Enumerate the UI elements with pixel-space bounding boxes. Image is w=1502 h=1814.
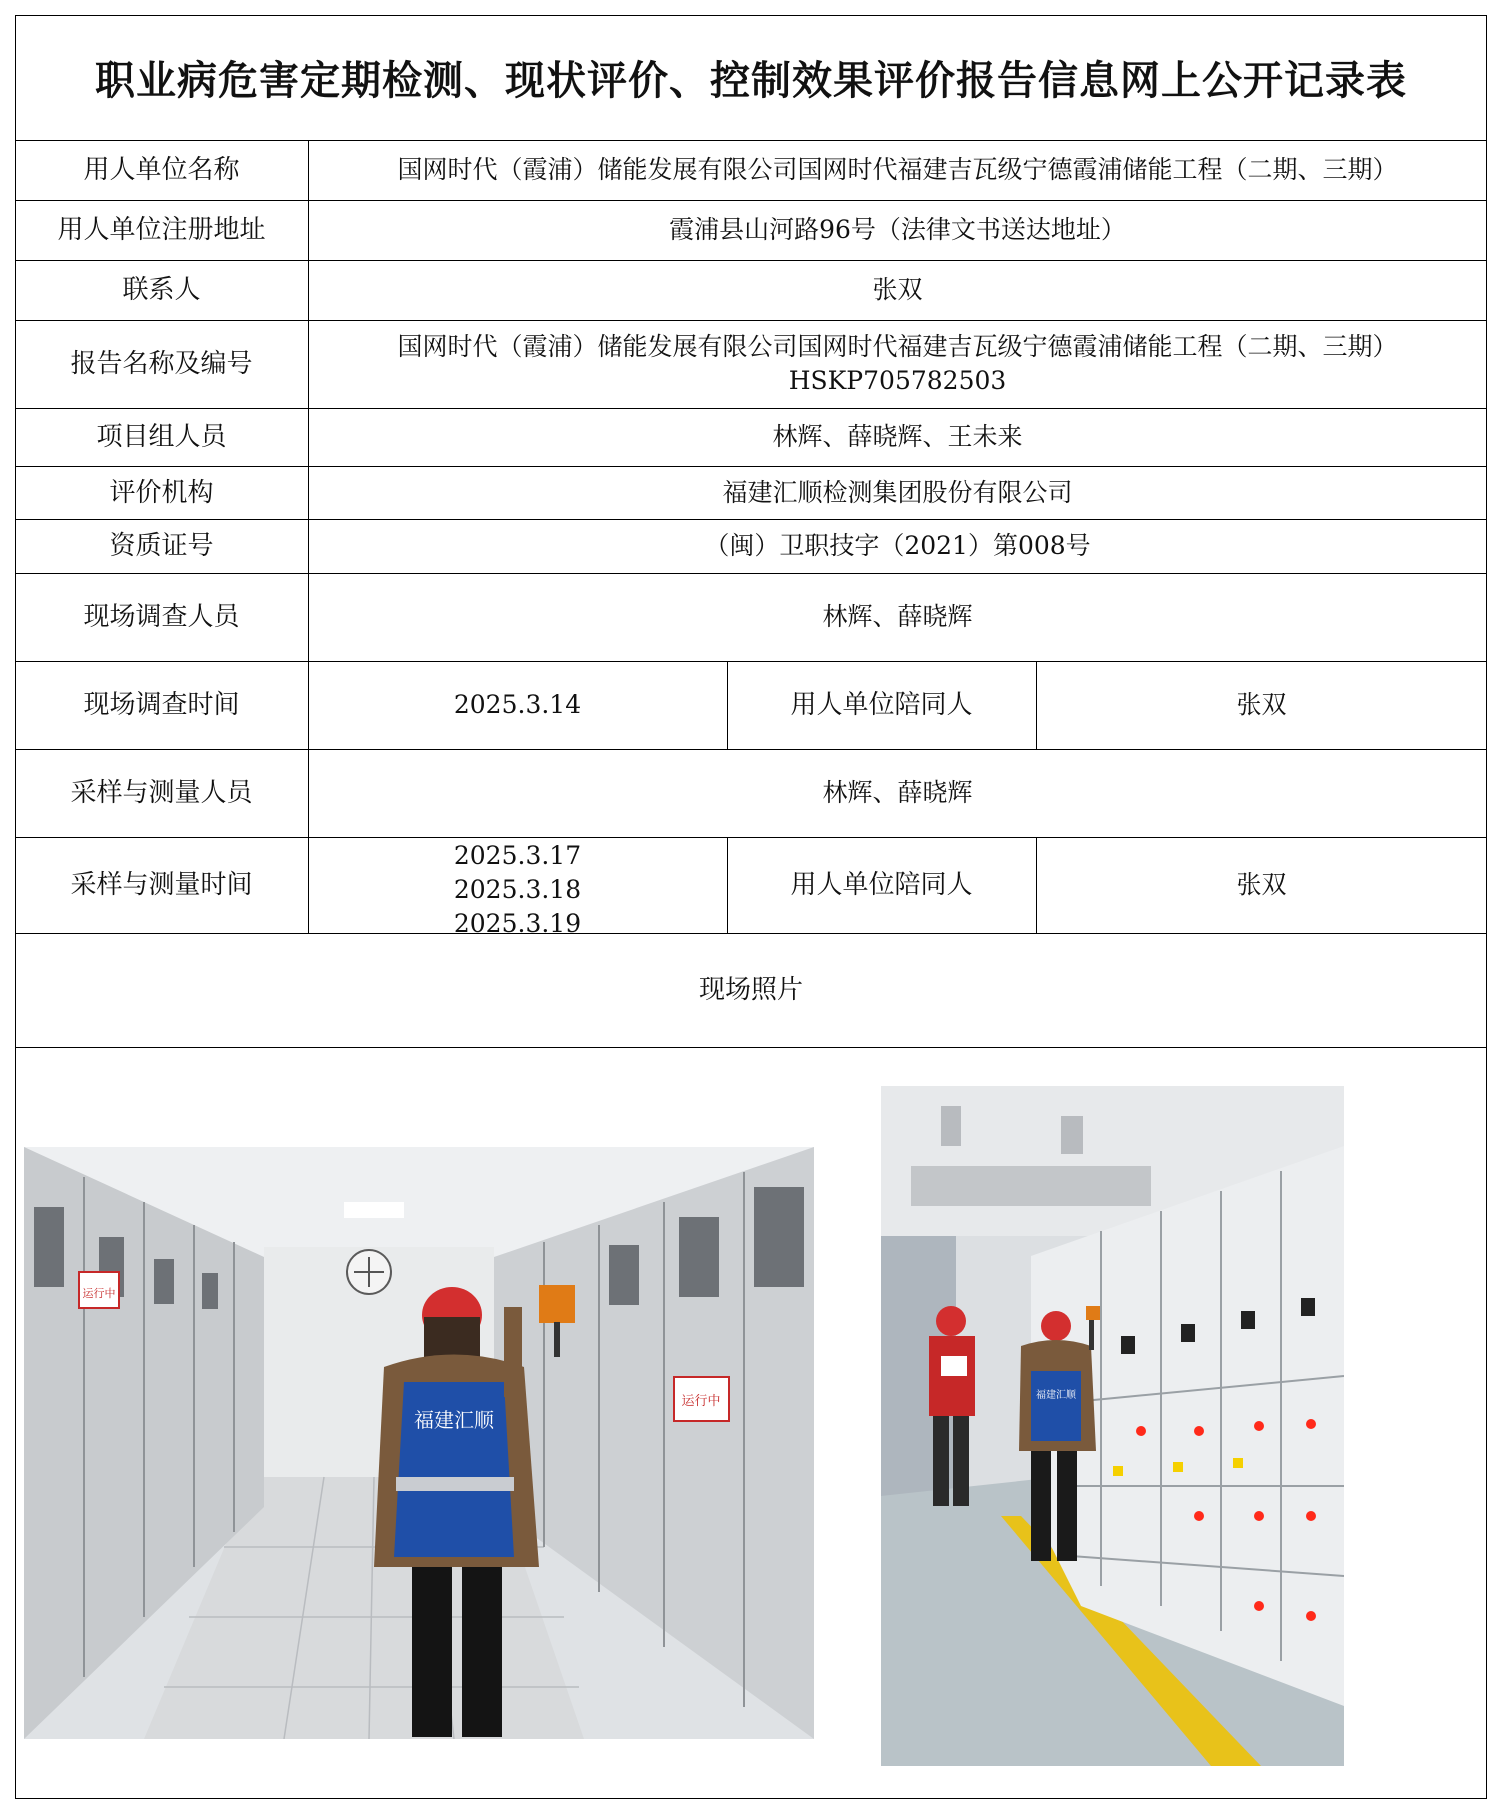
survey-staff-value: 林辉、薛晓辉 (822, 602, 973, 631)
report-number: HSKP705782503 (788, 366, 1007, 395)
sampling-date: 2025.3.17 (453, 841, 582, 870)
contact-value: 张双 (872, 275, 923, 304)
site-photo-switchgear-room (881, 1086, 1344, 1766)
site-photo-cabinet-aisle (24, 1147, 814, 1739)
report-value (308, 320, 1487, 408)
employer-name-value: 国网时代（霞浦）储能发展有限公司国网时代福建吉瓦级宁德霞浦储能工程（二期、三期） (397, 155, 1398, 184)
page-title: 职业病危害定期检测、现状评价、控制效果评价报告信息网上公开记录表 (95, 58, 1407, 104)
sampling-companion-label: 用人单位陪同人 (790, 870, 973, 900)
address-value: 霞浦县山河路96号（法律文书送达地址） (669, 215, 1126, 244)
sampling-date: 2025.3.18 (453, 875, 582, 904)
agency-value: 福建汇顺检测集团股份有限公司 (722, 477, 1073, 507)
sampling-staff-label: 采样与测量人员 (70, 778, 253, 808)
sampling-time-label: 采样与测量时间 (70, 870, 253, 900)
run-sign-left: 运行中 (82, 1287, 116, 1300)
employer-name-label: 用人单位名称 (83, 155, 240, 185)
report-label: 报告名称及编号 (70, 349, 253, 379)
sampling-time-value (308, 837, 727, 935)
sampling-companion-value: 张双 (1236, 870, 1287, 899)
sampling-staff-value: 林辉、薛晓辉 (822, 778, 973, 807)
run-sign-right: 运行中 (681, 1394, 721, 1409)
contact-label: 联系人 (122, 275, 201, 305)
report-name: 国网时代（霞浦）储能发展有限公司国网时代福建吉瓦级宁德霞浦储能工程（二期、三期） (397, 332, 1398, 361)
vest-logo-text: 福建汇顺 (414, 1408, 494, 1432)
survey-staff-label: 现场调查人员 (83, 602, 240, 632)
vest-logo-text-2: 福建汇顺 (1036, 1390, 1076, 1401)
team-value: 林辉、薛晓辉、王未来 (772, 422, 1023, 451)
survey-companion-label: 用人单位陪同人 (790, 690, 973, 720)
site-photo-1-image (24, 1147, 814, 1739)
agency-label: 评价机构 (109, 477, 214, 508)
sampling-date: 2025.3.19 (453, 909, 582, 935)
address-label: 用人单位注册地址 (57, 215, 266, 245)
survey-time-value: 2025.3.14 (453, 690, 582, 719)
survey-companion-value: 张双 (1236, 690, 1287, 719)
site-photo-2-image (881, 1086, 1344, 1766)
license-value: （闽）卫职技字（2021）第008号 (704, 531, 1091, 560)
license-label: 资质证号 (109, 531, 214, 561)
team-label: 项目组人员 (96, 422, 227, 452)
photos-heading: 现场照片 (698, 975, 803, 1005)
survey-time-label: 现场调查时间 (83, 690, 240, 720)
row-divider (15, 1047, 1487, 1048)
